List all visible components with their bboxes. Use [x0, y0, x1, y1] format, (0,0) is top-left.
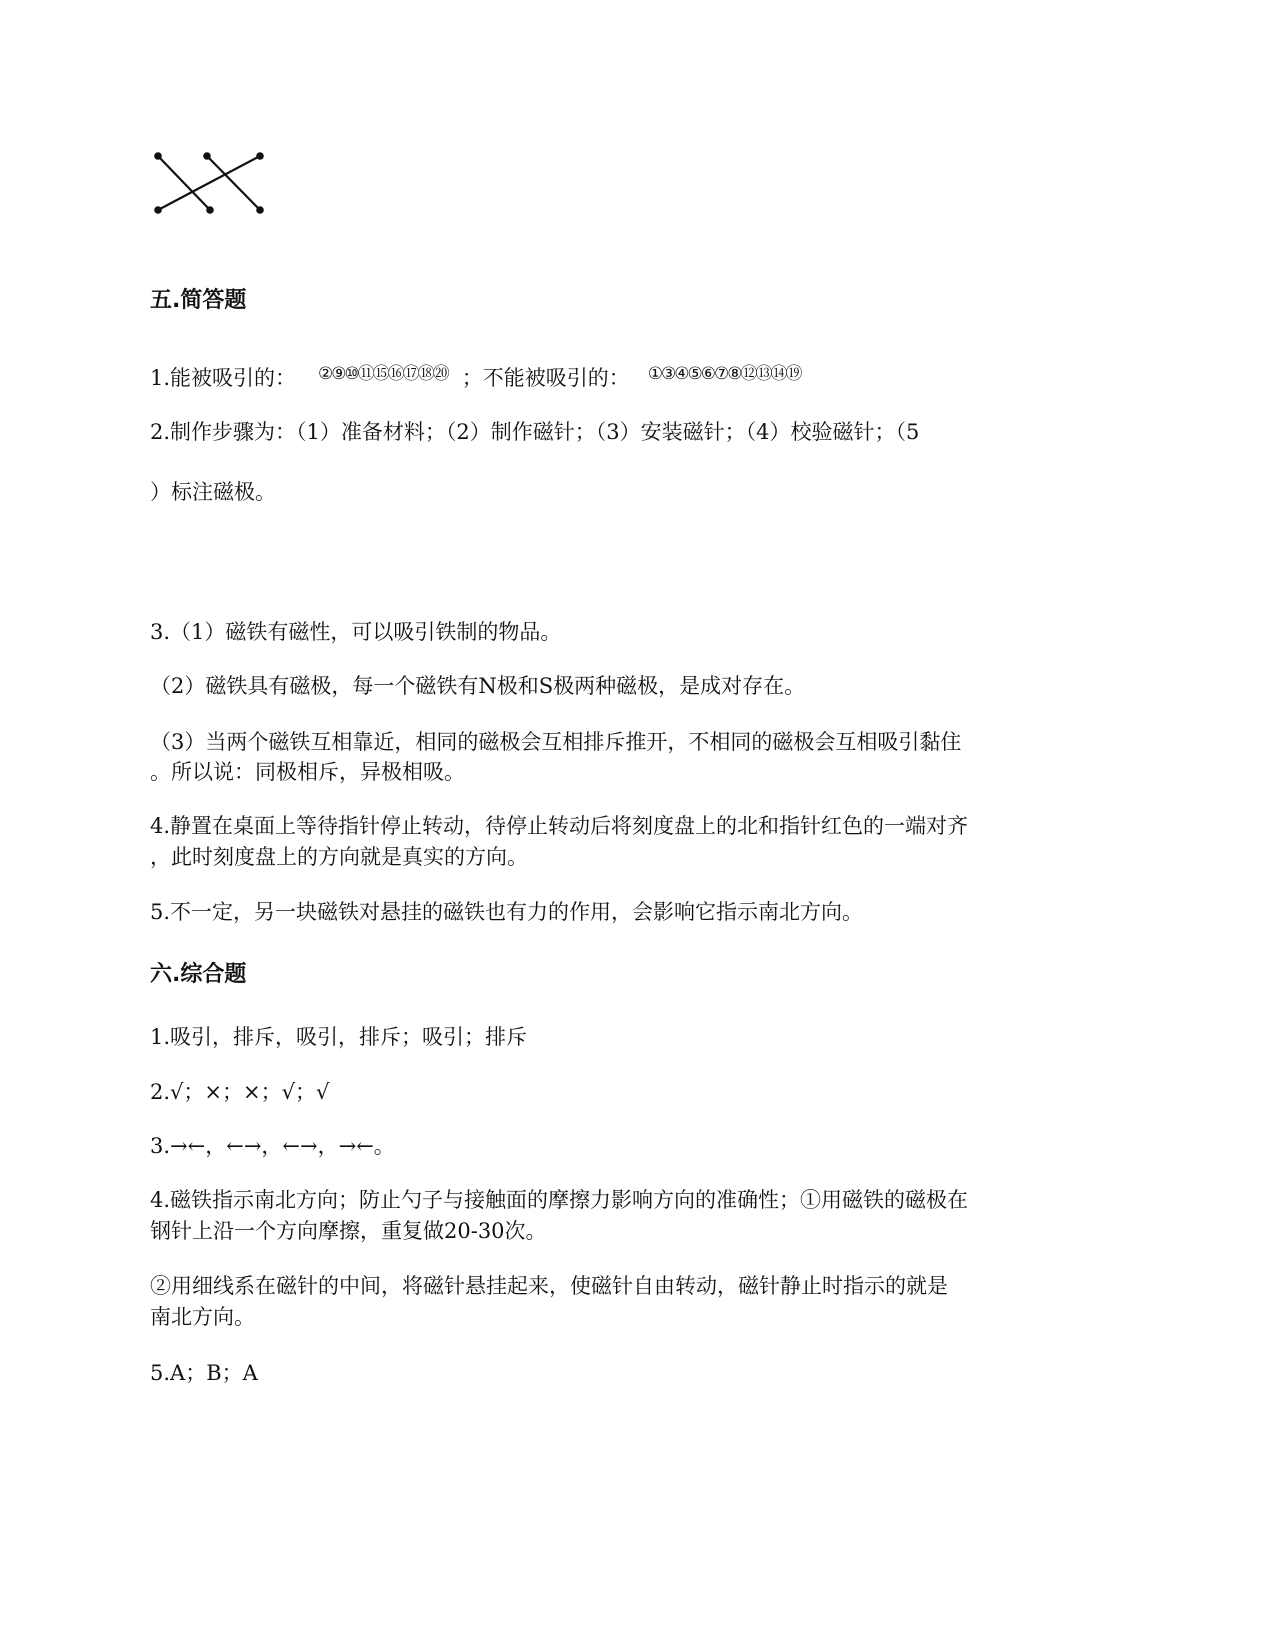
match-line: [158, 156, 210, 210]
answer-6-4-line-3: ②用细线系在磁针的中间，将磁针悬挂起来，使磁针自由转动，磁针静止时指示的就是: [150, 1274, 948, 1298]
match-dot: [203, 152, 211, 160]
answer-6-1: 1.吸引，排斥，吸引，排斥；吸引；排斥: [150, 1025, 528, 1049]
matching-lines-diagram: [150, 148, 270, 228]
answer-6-4-line-1: 4.磁铁指示南北方向；防止勺子与接触面的摩擦力影响方向的准确性；①用磁铁的磁极在: [150, 1188, 969, 1212]
answer-5-1-list-b: ①③④⑤⑥⑦⑧⑫⑬⑭⑲: [647, 364, 801, 384]
section-5-heading: 五.简答题: [150, 288, 247, 313]
answer-6-4-line-4: 南北方向。: [150, 1305, 255, 1329]
section-6-heading: 六.综合题: [150, 962, 247, 987]
answer-5-4-line-2: ，此时刻度盘上的方向就是真实的方向。: [150, 845, 528, 869]
answer-6-5: 5.A；B；A: [150, 1361, 258, 1385]
answer-6-2: 2.√；×；×；√；√: [150, 1080, 330, 1104]
answer-5-5: 5.不一定，另一块磁铁对悬挂的磁铁也有力的作用，会影响它指示南北方向。: [150, 900, 864, 924]
match-dot: [256, 152, 264, 160]
answer-5-3-line-4: 。所以说：同极相斥，异极相吸。: [150, 760, 465, 784]
answer-5-2-line-2: ）标注磁极。: [150, 480, 276, 504]
answer-5-3-line-1: 3.（1）磁铁有磁性，可以吸引铁制的物品。: [150, 620, 562, 644]
answer-6-4-line-2: 钢针上沿一个方向摩擦，重复做20-30次。: [150, 1219, 547, 1243]
answer-5-1: [150, 362, 800, 396]
answer-5-3-line-3: （3）当两个磁铁互相靠近，相同的磁极会互相排斥推开，不相同的磁极会互相吸引黏住: [150, 730, 962, 754]
answer-5-1-list-a: ②⑨⑩⑪⑮⑯⑰⑱⑳: [318, 364, 448, 384]
match-dot: [206, 206, 214, 214]
answer-5-1-separator: ；不能被吸引的：: [461, 366, 630, 390]
answer-5-2-line-1: 2.制作步骤为：（1）准备材料；（2）制作磁针；（3）安装磁针；（4）校验磁针；（5: [150, 420, 920, 444]
match-dot: [154, 152, 162, 160]
match-dot: [256, 206, 264, 214]
answer-5-4-line-1: 4.静置在桌面上等待指针停止转动，待停止转动后将刻度盘上的北和指针红色的一端对齐: [150, 814, 969, 838]
answer-6-3: 3.→←，←→，←→，→←。: [150, 1134, 395, 1158]
answer-5-1-label-a: 1.能被吸引的：: [150, 366, 297, 390]
match-line: [207, 156, 260, 210]
match-dot: [154, 206, 162, 214]
match-line: [158, 156, 260, 210]
answer-5-3-line-2: （2）磁铁具有磁极，每一个磁铁有N极和S极两种磁极，是成对存在。: [150, 674, 806, 698]
